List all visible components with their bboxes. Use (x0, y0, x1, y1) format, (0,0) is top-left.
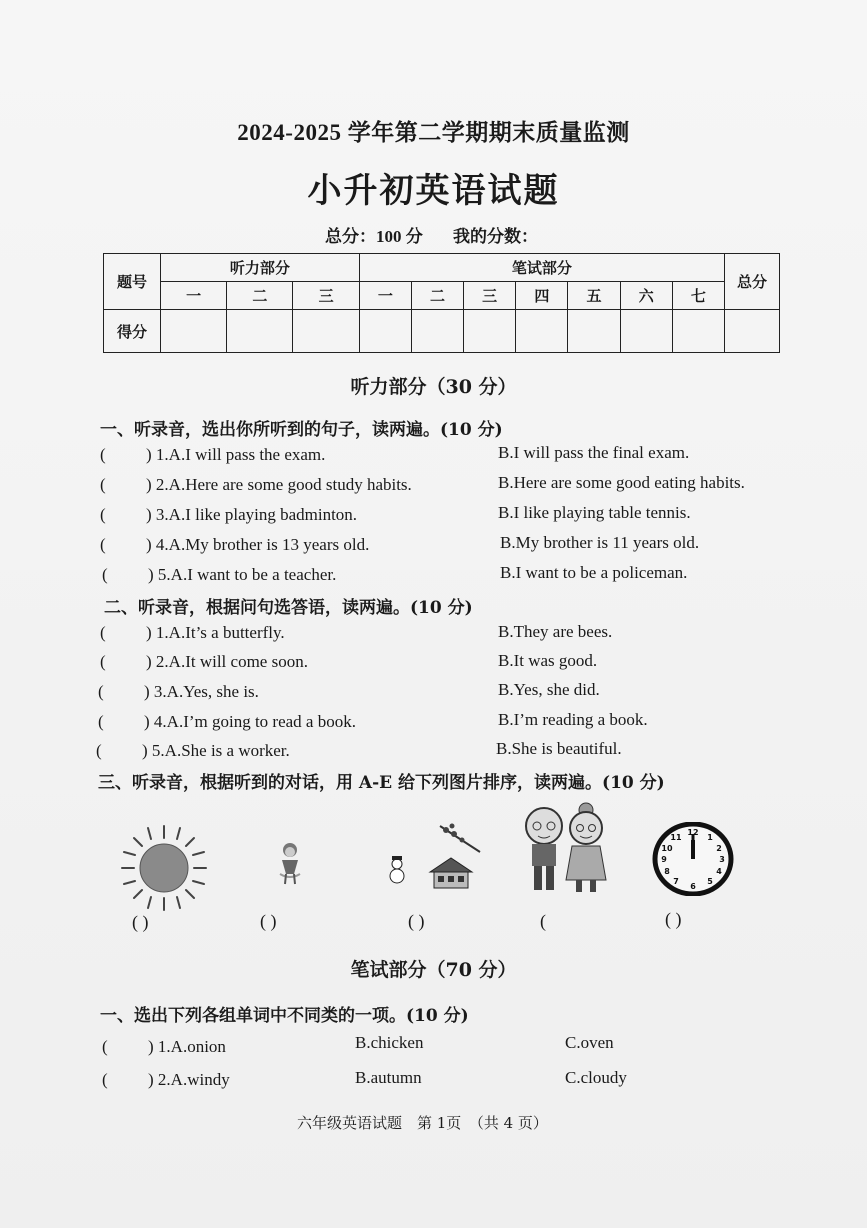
listening-col: 一 (161, 282, 227, 310)
clock-icon (652, 822, 734, 896)
answer-blank[interactable]: ( (102, 565, 108, 584)
answer-blank[interactable]: ( (102, 1070, 108, 1089)
option-b: B.I’m reading a book. (498, 710, 648, 729)
answer-blank[interactable]: ( (100, 535, 106, 554)
svg-text:7: 7 (673, 877, 679, 886)
option-a: ) 5.A.I want to be a teacher. (148, 565, 337, 584)
option-a: ) 4.A.My brother is 13 years old. (146, 535, 370, 554)
option-b: B.I will pass the final exam. (498, 443, 690, 462)
listening-part-label: 听力部分 (161, 254, 360, 282)
total-score-text: 总分：100 分 (325, 227, 423, 246)
answer-blank[interactable]: ( (102, 1037, 108, 1056)
score-cell[interactable] (411, 310, 463, 353)
exam-term-title: 2024-2025 学年第二学期期末质量监测 (237, 120, 630, 145)
writing-col: 六 (620, 282, 672, 310)
score-cell[interactable] (620, 310, 672, 353)
option-b: B.I like playing table tennis. (498, 503, 691, 522)
svg-text:2: 2 (716, 844, 722, 853)
score-cell[interactable] (516, 310, 568, 353)
list-item (102, 565, 336, 585)
option-a: ) 2.A.Here are some good study habits. (146, 475, 412, 494)
answer-blank[interactable]: ( (100, 475, 106, 494)
option-a: ) 3.A.I like playing badminton. (146, 505, 358, 524)
option-b: B.I want to be a policeman. (500, 563, 688, 582)
option-a: ) 3.A.Yes, she is. (144, 682, 259, 701)
svg-text:6: 6 (690, 882, 696, 891)
my-score-text: 我的分数： (453, 227, 538, 246)
score-cell[interactable] (359, 310, 411, 353)
score-cell[interactable] (672, 310, 724, 353)
answer-blank[interactable]: ( (100, 623, 106, 642)
list-item (98, 712, 356, 732)
sun-icon (118, 822, 210, 914)
svg-text:12: 12 (687, 828, 699, 837)
score-line (325, 222, 564, 247)
score-cell[interactable] (161, 310, 227, 353)
picture-answer-blank[interactable]: ( (540, 911, 546, 931)
option-a: ) 1.A.onion (148, 1037, 226, 1056)
picture-answer-blank[interactable]: ( ) (408, 911, 425, 931)
list-item (102, 1037, 226, 1057)
option-b: B.Here are some good eating habits. (498, 473, 745, 492)
score-cell[interactable] (568, 310, 620, 353)
writing-col: 三 (464, 282, 516, 310)
listening-col: 三 (293, 282, 359, 310)
option-a: ) 5.A.She is a worker. (142, 741, 290, 760)
answer-blank[interactable]: ( (100, 505, 106, 524)
svg-text:1: 1 (707, 833, 713, 842)
list-item (100, 535, 369, 555)
listening-part1-heading: 一、听录音，选出你所听到的句子，读两遍。(10 分) (100, 420, 503, 440)
page-footer: 六年级英语试题 第 1页 （共 4 页） (297, 1114, 548, 1132)
option-a: ) 2.A.windy (148, 1070, 230, 1089)
list-item (96, 741, 290, 761)
option-b: B.autumn (355, 1068, 422, 1087)
list-item (100, 505, 357, 525)
svg-text:9: 9 (661, 855, 667, 864)
answer-blank[interactable]: ( (100, 445, 106, 464)
list-item (100, 652, 308, 672)
score-cell[interactable] (293, 310, 359, 353)
score-cell[interactable] (725, 310, 780, 353)
writing-col: 四 (516, 282, 568, 310)
option-c: C.cloudy (565, 1068, 627, 1087)
option-b: B.My brother is 11 years old. (500, 533, 700, 552)
list-item (100, 445, 325, 465)
option-a: ) 1.A.It’s a butterfly. (146, 623, 285, 642)
listening-part3-heading: 三、听录音，根据听到的对话，用 A-E 给下列图片排序，读两遍。(10 分) (98, 773, 665, 793)
svg-text:4: 4 (716, 867, 722, 876)
writing-col: 二 (411, 282, 463, 310)
answer-blank[interactable]: ( (98, 712, 104, 731)
answer-blank[interactable]: ( (96, 741, 102, 760)
svg-text:8: 8 (664, 867, 670, 876)
svg-text:11: 11 (670, 833, 682, 842)
question-number-label: 题号 (104, 254, 161, 310)
girl-icon (272, 840, 308, 888)
writing-col: 五 (568, 282, 620, 310)
option-a: ) 4.A.I’m going to read a book. (144, 712, 356, 731)
score-table (103, 253, 780, 353)
writing-col: 一 (359, 282, 411, 310)
option-b: B.It was good. (498, 651, 598, 670)
score-row-label: 得分 (104, 310, 161, 353)
svg-text:10: 10 (661, 844, 673, 853)
list-item (100, 475, 412, 495)
written-part1-heading: 一、选出下列各组单词中不同类的一项。(10 分) (100, 1006, 469, 1026)
option-b: B.Yes, she did. (498, 680, 600, 699)
written-section-heading: 笔试部分（70 分） (350, 959, 517, 981)
option-c: C.oven (565, 1033, 614, 1052)
list-item (102, 1070, 230, 1090)
option-a: ) 1.A.I will pass the exam. (146, 445, 326, 464)
list-item (98, 682, 259, 702)
svg-text:5: 5 (707, 877, 713, 886)
option-b: B.They are bees. (498, 622, 613, 641)
exam-subject-title: 小升初英语试题 (307, 171, 560, 211)
option-a: ) 2.A.It will come soon. (146, 652, 308, 671)
writing-part-label: 笔试部分 (359, 254, 724, 282)
listening-part2-heading: 二、听录音，根据问句选答语，读两遍。(10 分) (104, 598, 473, 618)
picture-answer-blank[interactable]: ( ) (260, 911, 277, 931)
picture-answer-blank[interactable]: ( ) (665, 909, 682, 929)
option-b: B.She is beautiful. (496, 739, 622, 758)
grandparents-icon (520, 800, 610, 896)
answer-blank[interactable]: ( (100, 652, 106, 671)
score-cell[interactable] (464, 310, 516, 353)
listening-col: 二 (227, 282, 293, 310)
list-item (100, 623, 285, 643)
option-b: B.chicken (355, 1033, 424, 1052)
winter-scene-icon (382, 820, 482, 892)
listening-section-heading: 听力部分（30 分） (350, 376, 517, 398)
svg-text:3: 3 (719, 855, 725, 864)
writing-col: 七 (672, 282, 724, 310)
score-cell[interactable] (227, 310, 293, 353)
picture-answer-blank[interactable]: ( ) (132, 912, 149, 932)
answer-blank[interactable]: ( (98, 682, 104, 701)
total-label: 总分 (725, 254, 780, 310)
